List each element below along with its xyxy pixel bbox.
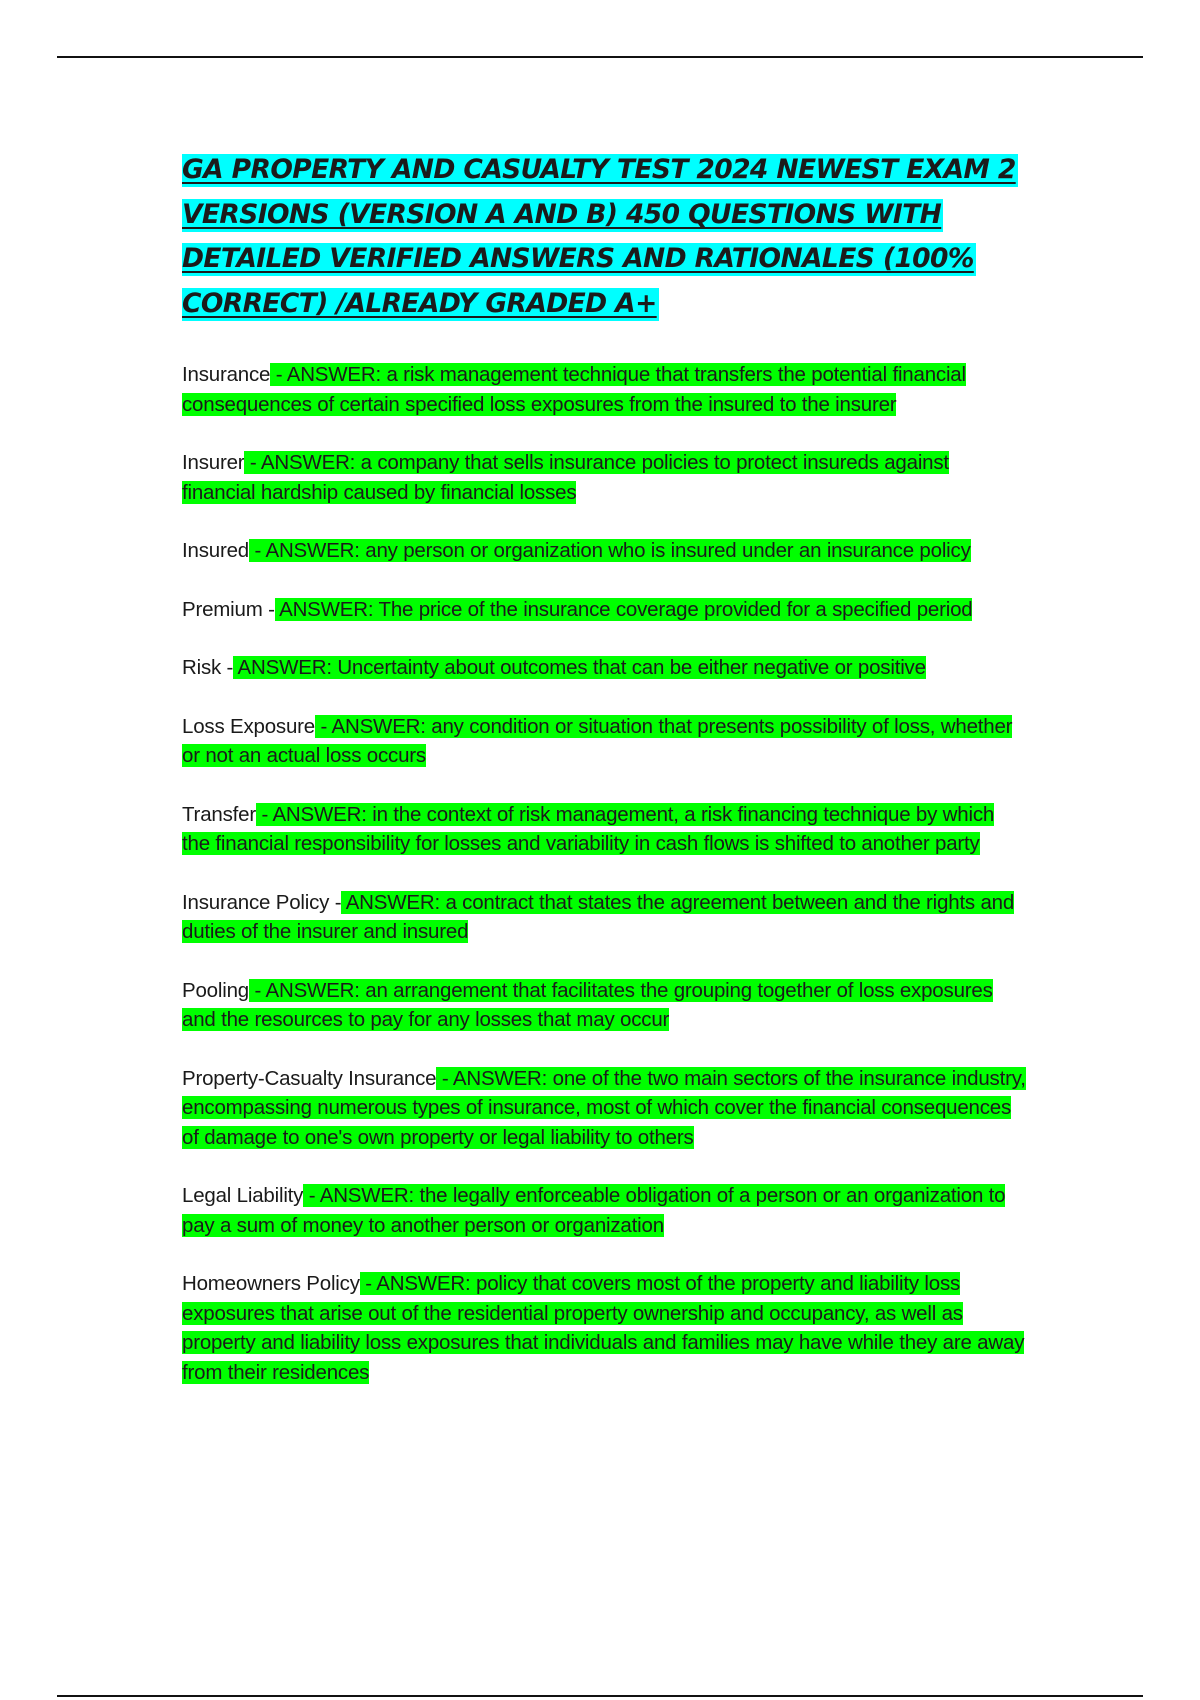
definition-entry xyxy=(182,360,1027,419)
definition-entry xyxy=(182,595,1027,625)
answer-text: ANSWER: a contract that states the agreement between and the rights and duties of the insurer and insured xyxy=(182,890,1015,943)
answer-text: - ANSWER: one of the two main sectors of the insurance industry, encompassing numerous types of insurance, most of which cover the financial consequences of damage to one's own property or legal liability to others xyxy=(182,1066,1026,1149)
answer-text: - ANSWER: policy that covers most of the property and liability loss exposures that arise out of the residential property ownership and occupancy, as well as property and liability loss exposures that individuals and families may have while they are away from their residences xyxy=(182,1272,1025,1384)
term-label: Property-Casualty Insurance xyxy=(182,1066,437,1090)
answer-text: ANSWER: Uncertainty about outcomes that can be either negative or positive xyxy=(233,656,926,679)
term-label: Premium - xyxy=(182,597,275,621)
definition-entry xyxy=(182,1064,1027,1153)
term-label: Legal Liability xyxy=(182,1184,304,1207)
term-label: Transfer xyxy=(182,802,256,826)
footer-rule xyxy=(57,1695,1143,1697)
term-label: Insurance Policy - xyxy=(182,890,342,914)
definition-entry xyxy=(182,712,1027,771)
definition-entry xyxy=(182,536,1027,566)
definition-entry xyxy=(182,888,1027,947)
definition-entry xyxy=(182,653,1027,683)
answer-text: - ANSWER: an arrangement that facilitates the grouping together of loss exposures and the resources to pay for any losses that may occur xyxy=(182,978,993,1031)
answer-text: - ANSWER: any condition or situation that presents possibility of loss, whether or not an actual loss occurs xyxy=(182,714,1013,767)
document-title xyxy=(182,148,1027,326)
answer-text: - ANSWER: any person or organization who is insured under an insurance policy xyxy=(248,539,971,562)
term-label: Insurer xyxy=(182,451,245,474)
answer-text: ANSWER: The price of the insurance coverage provided for a specified period xyxy=(274,597,973,621)
definition-list xyxy=(182,360,1027,1387)
term-label: Homeowners Policy xyxy=(182,1272,360,1295)
document-page xyxy=(182,148,1027,1416)
title-highlight: GA PROPERTY AND CASUALTY TEST 2024 NEWEST EXAM 2 VERSIONS (VERSION A AND B) 450 QUESTIONS WITH DETAILED VERIFIED ANSWERS AND RATIONALES (100% CORRECT) /ALREADY GRADED A+ xyxy=(182,154,1016,319)
answer-text: - ANSWER: in the context of risk management, a risk financing technique by which the financial responsibility for losses and variability in cash flows is shifted to another party xyxy=(182,802,995,855)
answer-text: - ANSWER: the legally enforceable obligation of a person or an organization to pay a sum of money to another person or organization xyxy=(182,1184,1006,1237)
answer-text: - ANSWER: a risk management technique that transfers the potential financial consequences of certain specified loss exposures from the insured to the insurer xyxy=(182,363,966,416)
term-label: Insured xyxy=(182,539,249,562)
term-label: Insurance xyxy=(182,363,271,386)
definition-entry xyxy=(182,448,1027,507)
term-label: Risk - xyxy=(182,656,234,679)
term-label: Loss Exposure xyxy=(182,714,316,738)
definition-entry xyxy=(182,800,1027,859)
header-rule xyxy=(57,56,1143,58)
definition-entry xyxy=(182,1269,1027,1387)
definition-entry xyxy=(182,976,1027,1035)
definition-entry xyxy=(182,1181,1027,1240)
term-label: Pooling xyxy=(182,978,249,1002)
answer-text: - ANSWER: a company that sells insurance policies to protect insureds against financial hardship caused by financial losses xyxy=(182,451,949,504)
